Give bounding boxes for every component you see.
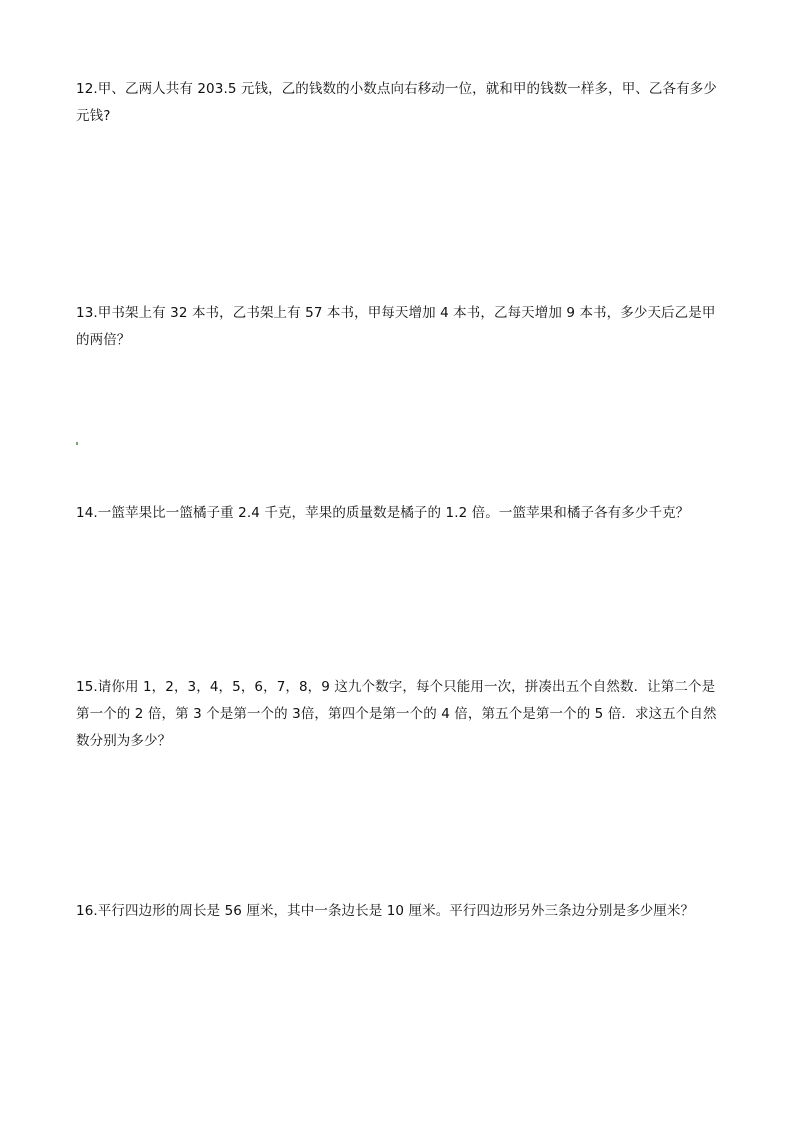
question-number: 13. [76, 305, 98, 321]
question-number: 15. [76, 679, 98, 695]
question-13 [76, 300, 726, 354]
question-12 [76, 76, 726, 130]
question-text: 平行四边形的周长是 56 厘米，其中一条边长是 10 厘米。平行四边形另外三条边分别是多少厘米？ [97, 903, 695, 919]
question-16 [76, 898, 726, 925]
question-number: 14. [76, 505, 98, 521]
question-text: 请你用 1，2，3，4，5，6，7，8，9 这九个数字，每个只能用一次，拼凑出五个自然数．让第二个是第一个的 2 倍，第 3 个是第一个的 3倍，第四个是第一个的 4 倍，第五个是第一个的 5 倍．求这五个自然数分别为多少？ [76, 679, 717, 749]
question-number: 12. [76, 81, 98, 97]
question-text: 一篮苹果比一篮橘子重 2.4 千克，苹果的质量数是橘子的 1.2 倍。一篮苹果和橘子各有多少千克？ [97, 505, 690, 521]
question-15 [76, 674, 726, 755]
question-text: 甲、乙两人共有 203.5 元钱，乙的钱数的小数点向右移动一位，就和甲的钱数一样多，甲、乙各有多少元钱? [76, 81, 717, 124]
question-number: 16. [76, 903, 98, 919]
stray-mark [76, 442, 78, 445]
question-14 [76, 500, 726, 527]
question-text: 甲书架上有 32 本书，乙书架上有 57 本书，甲每天增加 4 本书，乙每天增加 9 本书，多少天后乙是甲的两倍？ [76, 305, 716, 348]
